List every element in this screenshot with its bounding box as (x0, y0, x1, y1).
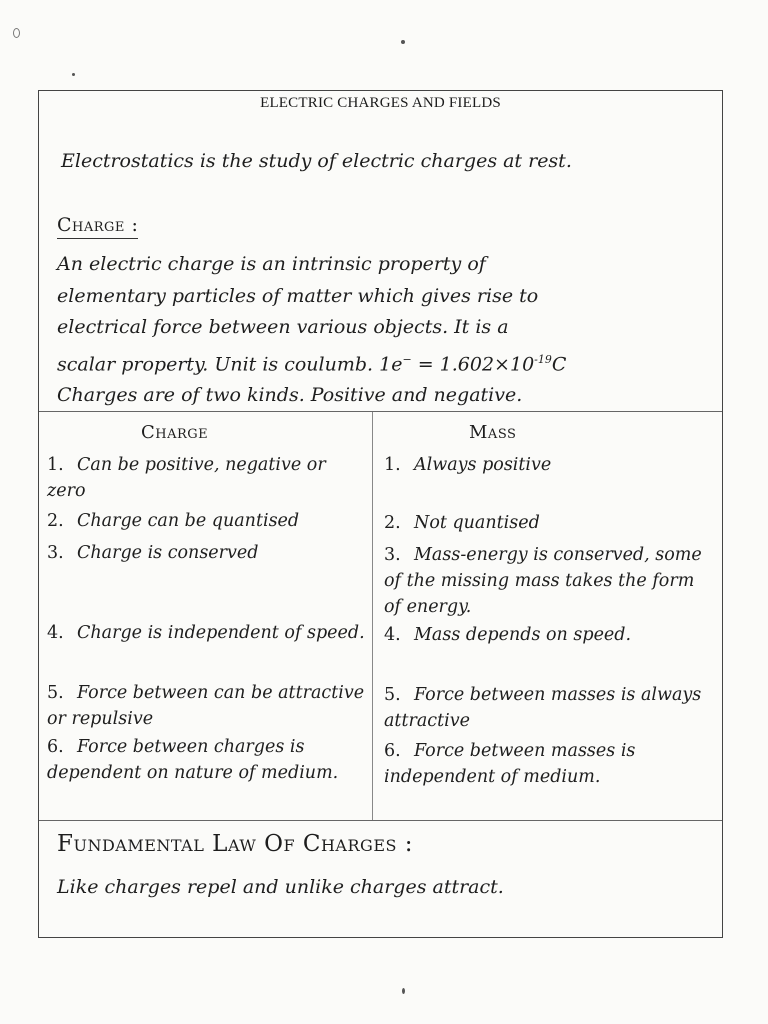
charge-paragraph (57, 249, 707, 412)
electron-superscript: − (402, 352, 412, 366)
column-header-mass: Mass (469, 422, 517, 443)
electron-charge-exponent: -19 (534, 352, 552, 366)
comparison-table (39, 411, 722, 821)
electron-charge-unit: C (551, 352, 567, 375)
paragraph-line: An electric charge is an intrinsic property of (57, 253, 486, 275)
charge-heading: Charge : (57, 214, 138, 239)
row-number: 2. (384, 513, 401, 533)
table-row (47, 620, 367, 646)
page-title: ELECTRIC CHARGES AND FIELDS (260, 95, 501, 111)
row-text: Mass-energy is conserved, some of the missing mass takes the form of energy. (384, 545, 702, 617)
row-number: 3. (47, 543, 64, 563)
row-number: 4. (47, 623, 64, 643)
row-number: 2. (47, 511, 64, 531)
row-number: 5. (47, 683, 64, 703)
row-number: 1. (384, 455, 401, 475)
table-row (384, 542, 714, 620)
row-text: Force between masses is independent of medium. (384, 741, 636, 787)
column-header-charge: Charge (141, 422, 209, 443)
column-divider (372, 412, 373, 820)
table-row (384, 622, 714, 648)
row-number: 5. (384, 685, 401, 705)
table-row (47, 734, 367, 786)
row-text: Charge is conserved (77, 543, 259, 563)
paragraph-line (57, 344, 707, 381)
paragraph-line: electrical force between various objects. It is a (57, 316, 509, 338)
row-text: Always positive (414, 455, 552, 475)
table-row (47, 540, 367, 566)
intro-text: Electrostatics is the study of electric charges at rest. (61, 150, 572, 172)
row-number: 6. (384, 741, 401, 761)
row-text: Mass depends on speed. (414, 625, 632, 645)
row-text: Not quantised (414, 513, 540, 533)
law-text: Like charges repel and unlike charges attract. (57, 876, 504, 898)
row-text: Force between can be attractive or repulsive (47, 683, 365, 729)
table-row (47, 680, 367, 732)
scan-speck (401, 40, 405, 44)
row-number: 1. (47, 455, 64, 475)
row-text: Can be positive, negative or zero (47, 455, 326, 501)
scan-speck (402, 988, 405, 994)
row-text: Force between masses is always attractive (384, 685, 702, 731)
table-row (47, 452, 367, 504)
unit-sentence: scalar property. Unit is coulumb. 1e (57, 352, 403, 375)
electron-charge-value: = 1.602×10 (417, 352, 535, 375)
paragraph-line: Charges are of two kinds. Positive and negative. (57, 384, 523, 407)
paragraph-line: elementary particles of matter which gives rise to (57, 284, 539, 307)
row-text: Charge is independent of speed. (77, 623, 365, 643)
scan-speck (13, 28, 20, 38)
row-number: 6. (47, 737, 64, 757)
table-row (384, 682, 714, 734)
table-row (384, 510, 714, 536)
table-row (384, 738, 714, 790)
table-row (384, 452, 714, 478)
row-number: 3. (384, 545, 401, 565)
row-text: Force between charges is dependent on nature of medium. (47, 737, 339, 783)
scan-speck (72, 73, 75, 76)
row-number: 4. (384, 625, 401, 645)
law-heading: Fundamental Law Of Charges : (57, 831, 414, 857)
notes-sheet (38, 90, 723, 938)
table-row (47, 508, 367, 534)
row-text: Charge can be quantised (77, 511, 300, 531)
